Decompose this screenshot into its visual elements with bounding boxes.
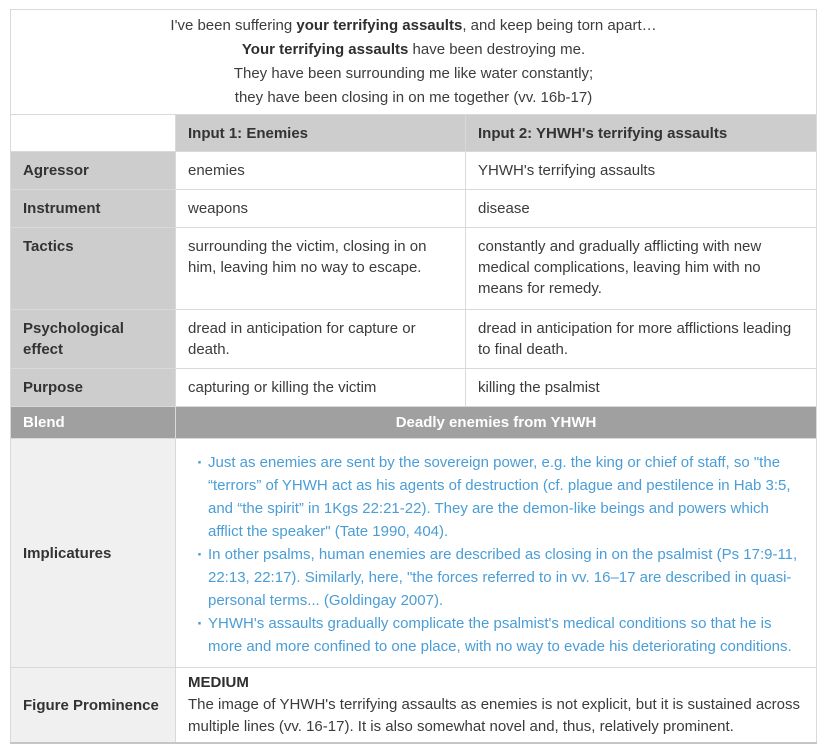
blend-analysis-table [10,9,817,744]
cell-psychological-effect-input2: dread in anticipation for more afflictions leading to final death. [466,310,817,369]
row-purpose [11,369,817,407]
implicature-text: In other psalms, human enemies are described as closing in on the psalmist (Ps 17:9-11, 22:13, 22:17). Similarly, here, "the forces referred to in vv. 16–17 are described in quasi-personal terms... (Goldingay 2007). [208,546,798,609]
row-instrument [11,190,817,228]
cell-tactics-input1: surrounding the victim, closing in on him, leaving him no way to escape. [176,228,466,310]
row-tactics [11,228,817,310]
column-header-row [11,115,817,152]
cell-figure-prominence [176,668,817,744]
row-label-psychological-effect: Psychological effect [11,310,176,369]
cell-psychological-effect-input1: dread in anticipation for capture or death. [176,310,466,369]
row-label-implicatures: Implicatures [11,439,176,668]
row-label-figure-prominence: Figure Prominence [11,668,176,744]
implicature-text: YHWH's assaults gradually complicate the psalmist's medical conditions so that he is more and more confined to one place, with no way to evade his deteriorating conditions. [208,615,792,655]
cell-tactics-input2: constantly and gradually afflicting with new medical complications, leaving him with no means for remedy. [466,228,817,310]
cell-implicatures [176,439,817,668]
quote-row [11,10,817,115]
implicature-text: Just as enemies are sent by the sovereign power, e.g. the king or chief of staff, so "the “terrors” of YHWH act as his agents of destruction (cf. plague and pestilence in Hab 3:5, and “the spirit” in 1Kgs 22:21-22). They are the demon-like beings and powers which afflict the speaker" (Tate 1990, 404). [208,454,791,540]
quote-line-1: I've been suffering your terrifying assaults, and keep being torn apart… [170,17,657,34]
row-label-instrument: Instrument [11,190,176,228]
cell-instrument-input2: disease [466,190,817,228]
cell-instrument-input1: weapons [176,190,466,228]
row-implicatures [11,439,817,668]
bullet-icon: · [197,614,203,633]
cell-agressor-input1: enemies [176,152,466,190]
quote-line-3: They have been surrounding me like water constantly; [233,65,594,82]
prominence-level: MEDIUM [188,674,249,691]
corner-cell [11,115,176,152]
bullet-icon: · [197,453,203,472]
row-label-agressor: Agressor [11,152,176,190]
cell-purpose-input2: killing the psalmist [466,369,817,407]
row-figure-prominence [11,668,817,744]
column-header-input1: Input 1: Enemies [176,115,466,152]
row-label-purpose: Purpose [11,369,176,407]
cell-blend-value: Deadly enemies from YHWH [176,407,817,439]
cell-agressor-input2: YHWH's terrifying assaults [466,152,817,190]
row-blend [11,407,817,439]
quote-line-4: they have been closing in on me together (vv. 16b-17) [234,89,593,106]
bullet-icon: · [197,545,203,564]
cell-purpose-input1: capturing or killing the victim [176,369,466,407]
implicature-item [192,543,802,612]
column-header-input2: Input 2: YHWH's terrifying assaults [466,115,817,152]
prominence-description: The image of YHWH's terrifying assaults as enemies is not explicit, but it is sustained across multiple lines (vv. 16-17). It is also somewhat novel and, thus, relatively prominent. [188,696,801,735]
implicature-item [192,451,802,543]
implicature-item [192,612,802,658]
row-agressor [11,152,817,190]
psalm-quote [11,10,817,115]
row-label-blend: Blend [11,407,176,439]
quote-line-2: Your terrifying assaults have been destroying me. [241,41,586,58]
row-label-tactics: Tactics [11,228,176,310]
row-psychological-effect [11,310,817,369]
